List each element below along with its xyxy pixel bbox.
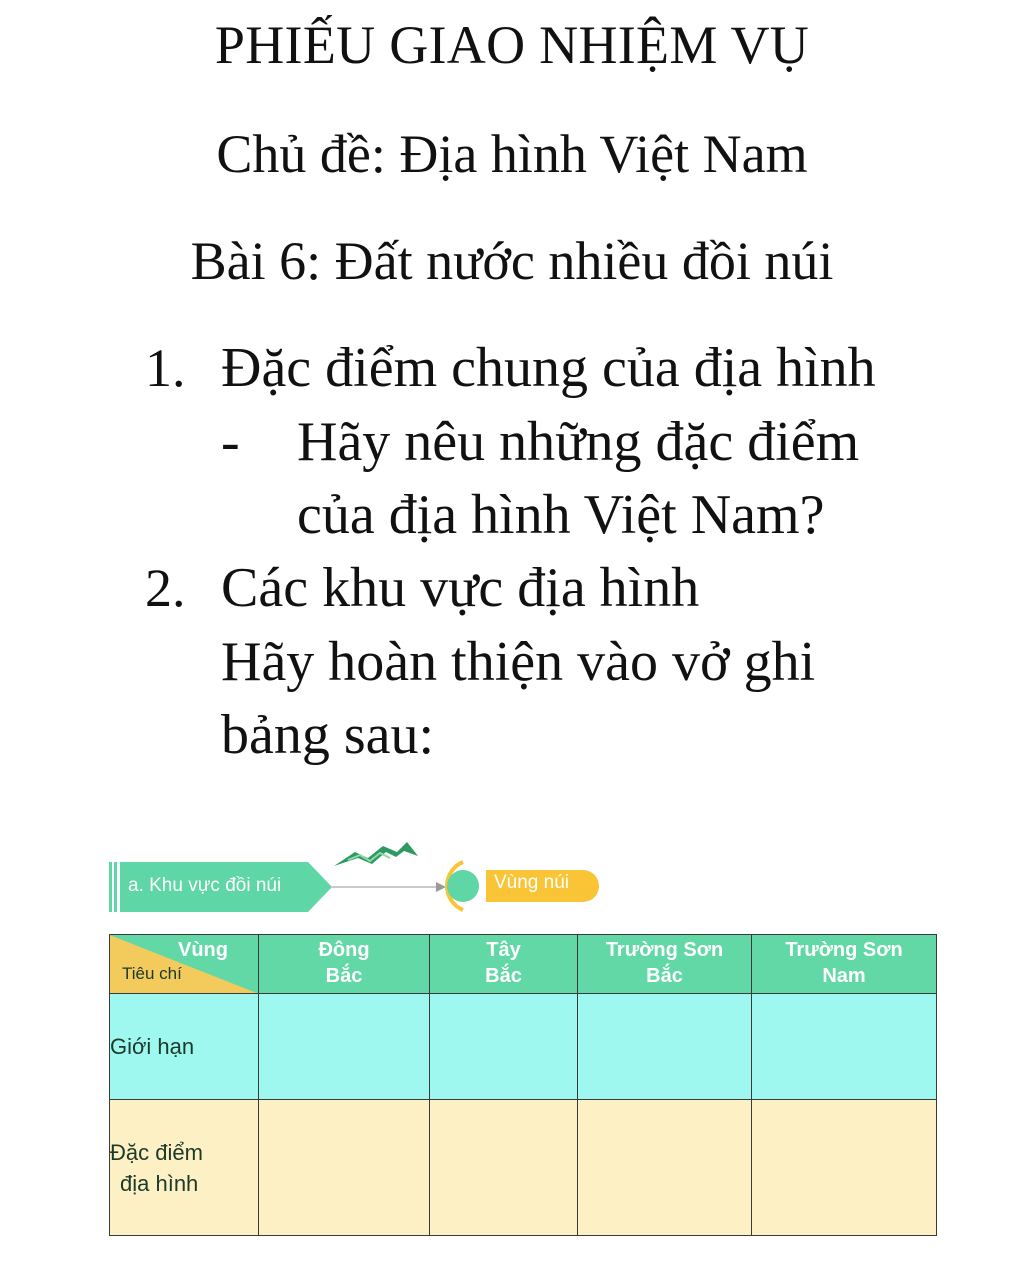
- connector-arrow: [332, 882, 446, 892]
- column-header-truong-son-nam: [752, 935, 937, 994]
- column-header-tay-bac: [430, 935, 578, 994]
- table-header-row: [110, 935, 937, 994]
- region-pill-label: Vùng núi: [494, 872, 570, 893]
- section-tag-label: a. Khu vực đồi núi: [128, 875, 282, 896]
- row-label-line-2: địa hình: [120, 1170, 199, 1196]
- task-1-bullet-line-2: của địa hình Việt Nam?: [297, 484, 825, 546]
- regions-table: [109, 934, 937, 1236]
- lesson-title: Bài 6: Đất nước nhiều đồi núi: [190, 231, 834, 291]
- row-label-dac-diem: [110, 1100, 259, 1236]
- table-cell: [259, 1100, 430, 1236]
- row-label-line-1: Đặc điểm: [110, 1139, 203, 1165]
- table-row-gioi-han: [110, 994, 937, 1100]
- column-header-line-2: Nam: [822, 965, 866, 987]
- table-corner-cell: [110, 935, 259, 994]
- column-header-line-2: Bắc: [485, 965, 522, 987]
- column-header-line-1: Trường Sơn: [785, 939, 903, 961]
- worksheet-title: PHIẾU GIAO NHIỆM VỤ: [214, 15, 810, 75]
- column-header-line-1: Tây: [486, 939, 521, 961]
- table-row-dac-diem: [110, 1100, 937, 1236]
- task-1-number: 1.: [145, 338, 186, 398]
- topic-title: Chủ đề: Địa hình Việt Nam: [216, 124, 808, 184]
- table-cell: [578, 994, 752, 1100]
- row-label-line-1: Giới hạn: [110, 1034, 195, 1060]
- column-header-line-2: Bắc: [325, 965, 363, 987]
- corner-bottom-label: Tiêu chí: [122, 964, 182, 984]
- table-cell: [752, 994, 937, 1100]
- task-1-bullet-line-1: Hãy nêu những đặc điểm: [297, 411, 860, 473]
- table-cell: [752, 1100, 937, 1236]
- column-header-line-1: Đông: [318, 939, 370, 961]
- task-1-title: Đặc điểm chung của địa hình: [221, 337, 876, 399]
- task-2-title: Các khu vực địa hình: [221, 557, 700, 619]
- corner-top-label: Vùng: [178, 939, 228, 961]
- task-2-instruction-line-2: bảng sau:: [221, 704, 435, 766]
- column-header-dong-bac: [259, 935, 430, 994]
- table-cell: [578, 1100, 752, 1236]
- column-header-line-1: Trường Sơn: [605, 939, 724, 961]
- column-header-truong-son-bac: [578, 935, 752, 994]
- mountain-icon: [334, 842, 418, 866]
- task-2-number: 2.: [145, 558, 186, 618]
- table-cell: [430, 994, 578, 1100]
- column-header-line-2: Bắc: [646, 965, 683, 987]
- task-2-instruction-line-1: Hãy hoàn thiện vào vở ghi: [221, 631, 816, 693]
- row-label-gioi-han: [110, 994, 259, 1100]
- table-cell: [430, 1100, 578, 1236]
- task-1-bullet-mark: -: [221, 411, 240, 473]
- table-cell: [259, 994, 430, 1100]
